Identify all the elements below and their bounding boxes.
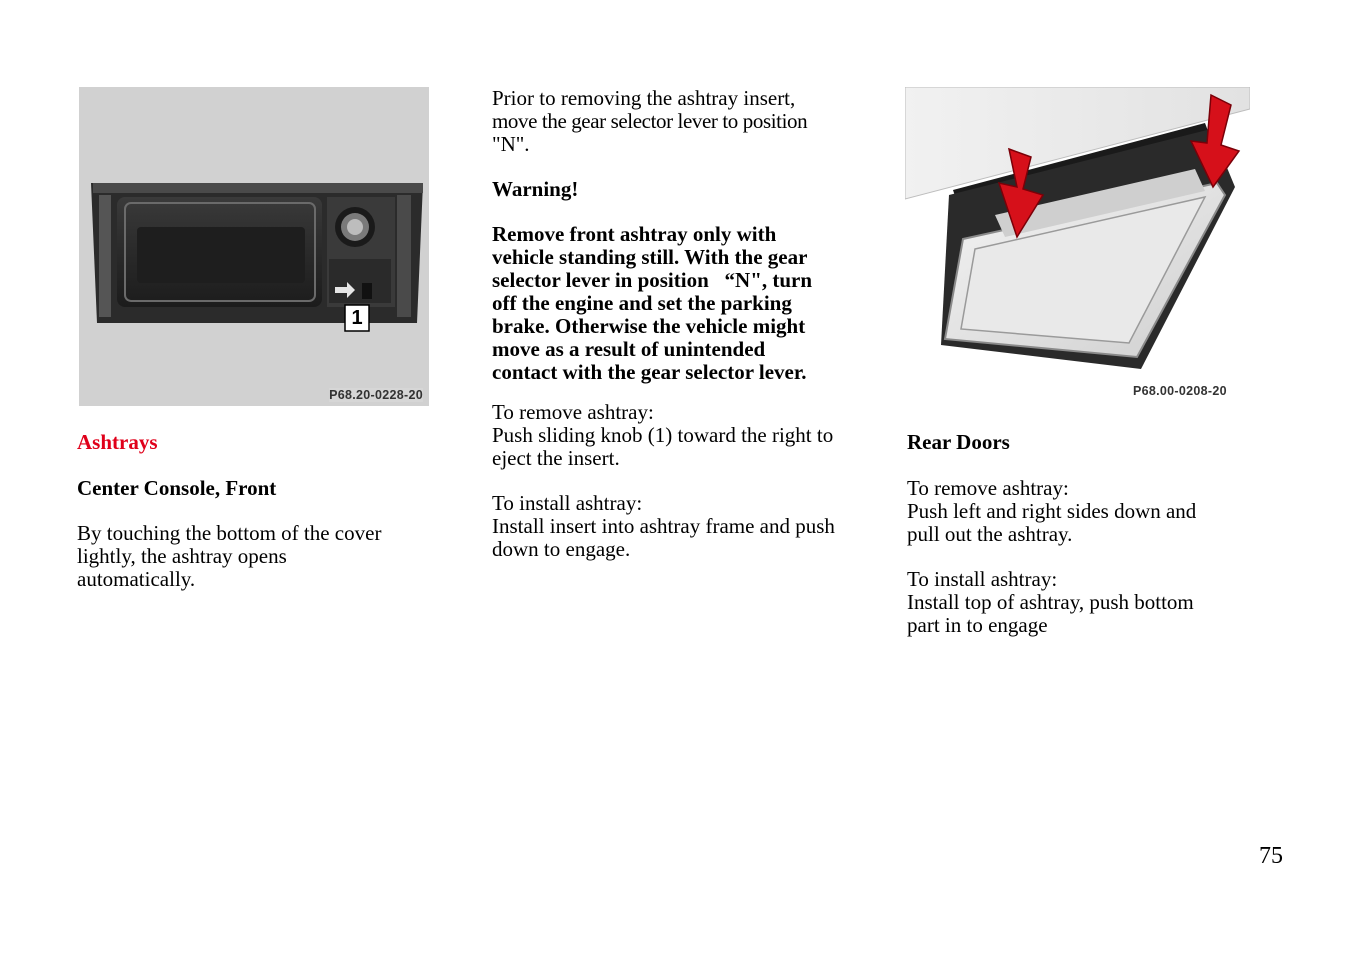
text-line: To remove ashtray: xyxy=(492,400,654,424)
text-line: Install top of ashtray, push bottom xyxy=(907,590,1194,614)
front-ashtray-illustration xyxy=(79,87,429,406)
rear-ashtray-figure xyxy=(905,87,1250,407)
rear-remove-instructions xyxy=(907,477,1247,546)
text-line: move as a result of unintended xyxy=(492,337,766,361)
text-line: part in to engage xyxy=(907,613,1048,637)
figure-reference: P68.20-0228-20 xyxy=(329,388,423,402)
text-line: move the gear selector lever to position xyxy=(492,109,808,133)
text-line: "N". xyxy=(492,132,530,156)
text-line: To install ashtray: xyxy=(907,567,1058,591)
intro-paragraph xyxy=(492,87,852,156)
section-heading-ashtrays: Ashtrays xyxy=(77,430,158,454)
text-line: By touching the bottom of the cover xyxy=(77,521,382,545)
subheading-rear-doors: Rear Doors xyxy=(907,430,1010,454)
subheading-center-console: Center Console, Front xyxy=(77,476,277,500)
text-line: To remove ashtray: xyxy=(907,476,1069,500)
callout-number-1: 1 xyxy=(351,307,363,329)
warning-paragraph xyxy=(492,223,852,384)
rear-ashtray-illustration xyxy=(905,87,1250,407)
text-line: Install insert into ashtray frame and push xyxy=(492,514,835,538)
text-line: down to engage. xyxy=(492,537,631,561)
page-number: 75 xyxy=(1259,843,1283,869)
text-line: Push left and right sides down and xyxy=(907,499,1197,523)
remove-instructions xyxy=(492,401,862,470)
text-line: lightly, the ashtray opens xyxy=(77,544,287,568)
text-line: Remove front ashtray only with xyxy=(492,222,777,246)
text-line: selector lever in position “N", turn xyxy=(492,268,813,292)
figure-reference: P68.00-0208-20 xyxy=(1133,384,1227,398)
text-line: automatically. xyxy=(77,567,196,591)
text-line: brake. Otherwise the vehicle might xyxy=(492,314,806,338)
front-ashtray-figure xyxy=(79,87,429,406)
text-line: Prior to removing the ashtray insert, xyxy=(492,86,796,110)
text-line: contact with the gear selector lever. xyxy=(492,360,807,384)
rear-install-instructions xyxy=(907,568,1247,637)
left-body-text xyxy=(77,522,381,591)
text-line: vehicle standing still. With the gear xyxy=(492,245,808,269)
text-line: Push sliding knob (1) toward the right to xyxy=(492,423,834,447)
text-line: pull out the ashtray. xyxy=(907,522,1073,546)
warning-title: Warning! xyxy=(492,177,579,201)
text-line: off the engine and set the parking xyxy=(492,291,792,315)
install-instructions xyxy=(492,492,862,561)
text-line: To install ashtray: xyxy=(492,491,643,515)
text-line: eject the insert. xyxy=(492,446,620,470)
